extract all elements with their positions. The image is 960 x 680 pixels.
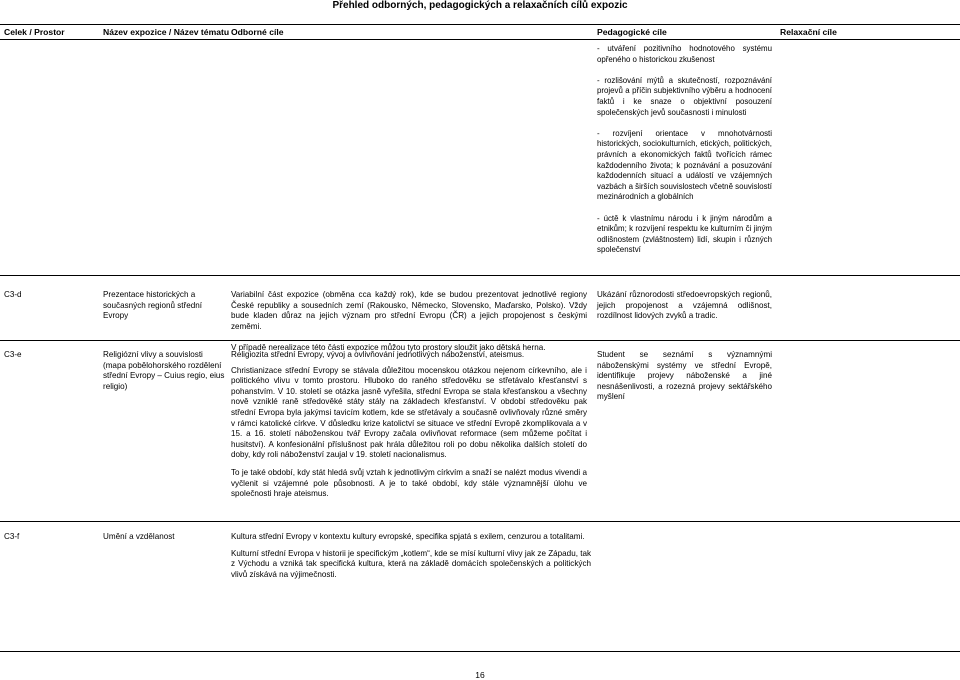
header-relaxacni: Relaxační cíle — [780, 27, 837, 37]
table-bottom-border — [0, 651, 960, 652]
row-divider — [0, 521, 960, 522]
page-number: 16 — [475, 670, 485, 680]
row-c3e-odborne-p3: To je také období, kdy stát hledá svůj vztah k jednotlivým církvím a snaží se nalézt modus vivendi a vyčlenit si vzájemné pole působnosti. A je to také období, kdy stále významnější úlohu ve společnosti hraje ateismus. — [231, 467, 587, 499]
table-header — [0, 24, 960, 40]
row-c3d-code: C3-d — [4, 290, 22, 299]
row-c3e-name: Religiózní vlivy a souvislosti (mapa pobělohorského rozdělení střední Evropy – Cuius regio, eius religio) — [103, 350, 225, 391]
ped-goal-2: - rozlišování mýtů a skutečností, rozpoznávání projevů a příčin subjektivního výběru a hodnocení faktů i ke snaze o objektivní posouzení společenských jevů současnosti i minulosti — [597, 75, 772, 117]
ped-goal-3: - rozvíjení orientace v mnohotvárnosti historických, sociokulturních, etických, politických, právních a ekonomických faktů tvořících rámec každodenního života; k poznávání a posuzování každodenních situací a událostí ve vzájemných vazbách a širších souvislostech včetně souvislostí mezinárodních a globálních — [597, 128, 772, 202]
row-c3d-name: Prezentace historických a současných regionů střední Evropy — [103, 290, 202, 321]
row-c3f-odborne-p1: Kultura střední Evropy v kontextu kultury evropské, specifika spjatá s exilem, cenzurou a totalitami. — [231, 532, 585, 541]
row-c3d-odborne — [231, 290, 587, 354]
page-title: Přehled odborných, pedagogických a relaxačních cílů expozic — [332, 0, 628, 11]
row-c3d-odborne-p2: V případě nerealizace této části expozice můžou tyto prostory sloužit jako dětská herna. — [231, 342, 546, 352]
ped-goal-4: - úctě k vlastnímu národu i k jiným národům a etnikům; k rozvíjení respektu ke kulturním či jiným odlišnostem (zvláštnostem) lidí, skupin i různých společenství — [597, 213, 772, 255]
row-c3f-name: Umění a vzdělanost — [103, 532, 175, 541]
row-c3e-pedagogicke: Student se seznámí s významnými náboženskými systémy ve střední Evropě, identifikuje projevy náboženské a jiné nesnášenlivosti, a rozezná projevy sektářského myšlení — [597, 350, 772, 402]
header-celek: Celek / Prostor — [4, 27, 65, 37]
row-c3f-odborne — [231, 532, 591, 580]
header-nazev: Název expozice / Název tématu — [103, 27, 230, 37]
continued-pedagogical-goals — [597, 44, 772, 256]
ped-goal-1: - utváření pozitivního hodnotového systému opřeného o historickou zkušenost — [597, 44, 772, 64]
row-c3d-odborne-p1: Variabilní část expozice (obměna cca každý rok), kde se budou prezentovat jednotlivé regiony České republiky a sousedních zemí (Rakousko, Německo, Slovensko, Maďarsko, Polsko). Vždy bude kladen důraz na jejich význam pro střední Evropu (ČR) a jejich propojenost s českými zeměmi. — [231, 290, 587, 331]
header-pedagogicke: Pedagogické cíle — [597, 27, 667, 37]
row-c3e-odborne-p2: Christianizace střední Evropy se stávala důležitou mocenskou otázkou nejenom církevního, ale i politického vlivu v tomto prostoru. Hluboko do raného středověku se střetávalo křesťanství s pohanstvím. V 10. století se otázka jasně vyřešila, střední Evropa se stala křesťanskou a všechny nově vzniklé raně středověké státy stály na základech křesťanství. V období středověku pak střední Evropa byla jakýmsi tavicím kotlem, kde se střetávaly a současně ovlivňovaly různé směry v rámci katolické církve. V důsledku krize katolictví se situace ve střední Evropě zkomplikovala a v 15. a 16. století náboženskou tvář Evropy začala ovlivňovat reformace (sem můžeme počítat i husitství). A konfesionální příslušnost pak hrála důležitou roli po dobu několika dalších století do doby, kdy roli náboženství zaujal v 19. století nacionalismus. — [231, 365, 587, 460]
row-c3d-pedagogicke: Ukázání různorodosti středoevropských regionů, jejich propojenost a vzájemná odlišnost, rozdílnost lidových zvyků a tradic. — [597, 290, 772, 321]
row-c3f-odborne-p2: Kulturní střední Evropa v historii je specifickým „kotlem“, kde se mísí kulturní vlivy jak ze Západu, tak z Východu a vzniká tak specifická kultura, která na základě domácích společenských a politických vlivů získává na výjimečnosti. — [231, 548, 591, 579]
row-c3f-code: C3-f — [4, 532, 20, 541]
row-c3e-odborne — [231, 350, 587, 500]
row-c3e-odborne-p1: Religiozita střední Evropy, vývoj a ovlivňování jednotlivých náboženství, ateismus. — [231, 350, 525, 359]
row-divider — [0, 275, 960, 276]
row-c3e-code: C3-e — [4, 350, 22, 359]
header-odborne: Odborné cíle — [231, 27, 284, 37]
row-divider — [0, 340, 960, 341]
